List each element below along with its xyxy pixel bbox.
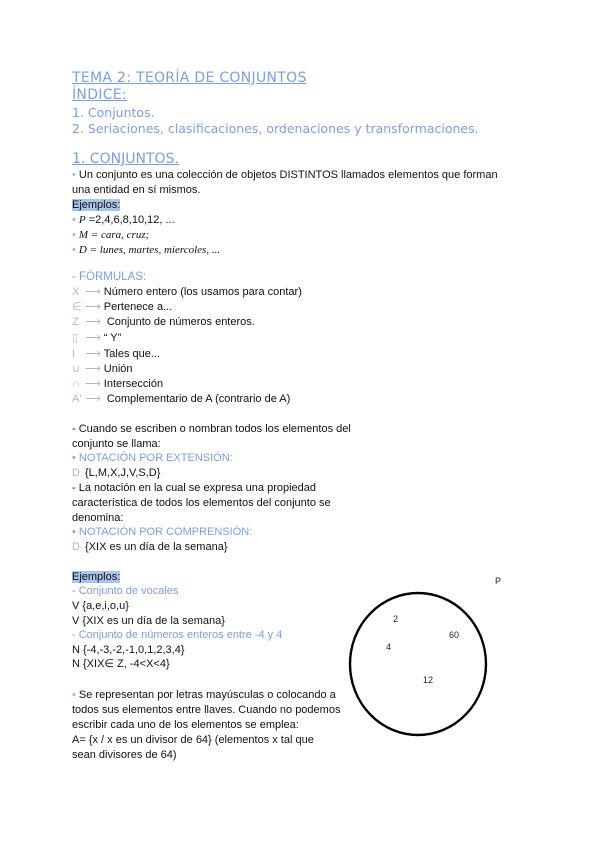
intro-paragraph: [72, 168, 512, 198]
section-title-conjuntos: 1. CONJUNTOS.: [72, 151, 179, 167]
formula-row: [72, 331, 121, 346]
integers-comprehension: N {XIX∈ Z, -4<X<4}: [72, 658, 170, 670]
formula-row: [72, 377, 163, 392]
formula-text: Intersección: [103, 378, 164, 390]
formula-symbol: ▯: [72, 332, 79, 344]
vowels-comprehension: V {XIX es un día de la semana}: [72, 615, 225, 627]
formula-text: Pertenece a...: [103, 301, 173, 313]
notation-comprehension-example: [72, 540, 228, 555]
formula-text: Conjunto de números enteros.: [103, 316, 255, 328]
ejemplos-label: [72, 198, 120, 213]
formula-row: [72, 300, 172, 315]
example-text: = lunes, martes, miercoles, ...: [86, 244, 221, 256]
formula-row: [72, 285, 302, 300]
tema-title: TEMA 2: TEORÍA DE CONJUNTOS: [72, 70, 307, 86]
example-item: [72, 243, 220, 258]
set-value: {L,M,X,J,V,S,D}: [85, 467, 161, 479]
final-formula: A= {x / x es un divisor de 64} (elementos x tal que sean divisores de 64): [72, 734, 314, 761]
example-text: = cara, cruz;: [88, 229, 150, 241]
arrow-icon: ⟶: [85, 378, 101, 390]
integers-title: - Conjunto de números enteros entre -4 y 4: [72, 629, 283, 641]
arrow-icon: ⟶: [85, 286, 101, 298]
formula-symbol: ∪: [72, 363, 81, 375]
formula-row: [72, 362, 133, 377]
formula-text: “ Y”: [103, 332, 122, 344]
formula-symbol: A': [72, 393, 82, 405]
notation-extension-example: [72, 466, 160, 481]
set-symbol: D: [72, 467, 80, 479]
diagram-label: 4: [386, 642, 392, 652]
example-item: [72, 213, 175, 228]
formula-symbol: Z: [72, 316, 79, 328]
diagram-label: 60: [449, 630, 460, 640]
indice-title: ÍNDICE:: [72, 87, 127, 103]
formula-text: Complementario de A (contrario de A): [103, 393, 291, 405]
formula-text: Tales que...: [103, 348, 161, 360]
bullet-icon: •: [72, 689, 76, 701]
formulas-title: - FÓRMULAS:: [72, 271, 147, 283]
example-var: P: [78, 214, 86, 226]
formula-row: [72, 315, 255, 330]
arrow-icon: ⟶: [85, 316, 101, 328]
set-diagram: [348, 590, 493, 738]
notation-extension-title: • NOTACIÓN POR EXTENSIÓN:: [72, 452, 233, 464]
ejemplos-label-2: [72, 570, 120, 585]
vowels-title: - Conjunto de vocales: [72, 585, 179, 597]
arrow-icon: ⟶: [85, 393, 101, 405]
vowels-extension: V {a,e,i,o,u}: [72, 600, 129, 612]
set-value: {XIX es un día de la semana}: [85, 541, 228, 553]
diagram-label-p: P: [495, 576, 502, 586]
formula-symbol: I: [72, 348, 76, 360]
example-item: [72, 228, 149, 243]
arrow-icon: ⟶: [85, 301, 101, 313]
bullet-icon: •: [72, 229, 76, 241]
ejemplos-label-text: Ejemplos:: [72, 199, 121, 211]
diagram-label: 12: [423, 675, 434, 685]
notation-paragraph-1: - Cuando se escriben o nombran todos los elementos del conjunto se llama:: [72, 423, 351, 450]
bullet-icon: •: [72, 244, 76, 256]
formula-text: Unión: [103, 363, 133, 375]
arrow-icon: ⟶: [85, 332, 101, 344]
final-paragraph: [72, 688, 352, 733]
example-var: D: [78, 244, 87, 256]
intro-text: Un conjunto es una colección de objetos DISTINTOS llamados elementos que forman una entidad en sí mismos.: [72, 169, 498, 196]
arrow-icon: ⟶: [85, 363, 101, 375]
formula-row: [72, 347, 160, 362]
notation-comprehension-title: • NOTACIÓN POR COMPRENSIÓN:: [72, 526, 253, 538]
final-text: Se representan por letras mayúsculas o colocando a todos sus elementos entre llaves. Cuando no podemos escribir cada uno de los elementos se emplea:: [72, 689, 341, 731]
diagram-label: 2: [393, 614, 399, 624]
circle-diagram: [348, 590, 493, 738]
formula-symbol: X: [72, 286, 80, 298]
example-var: M: [78, 229, 89, 241]
formula-symbol: ∈: [72, 301, 82, 313]
toc-item-2: 2. Seriaciones, clasificaciones, ordenaciones y transformaciones.: [72, 121, 479, 136]
example-text: =2,4,6,8,10,12, ...: [85, 214, 175, 226]
ejemplos-label-text: Ejemplos:: [72, 571, 121, 583]
bullet-icon: •: [72, 214, 76, 226]
integers-extension: N {-4,-3,-2,-1,0,1,2,3,4}: [72, 644, 185, 656]
toc-item-1: 1. Conjuntos.: [72, 105, 155, 120]
formula-symbol: ∩: [72, 378, 80, 390]
arrow-icon: ⟶: [85, 348, 101, 360]
formula-row: [72, 392, 290, 407]
notation-paragraph-2: - La notación en la cual se expresa una propiedad característica de todos los elementos del conjunto se denomina:: [72, 482, 331, 524]
set-symbol: D: [72, 541, 80, 553]
formula-text: Número entero (los usamos para contar): [103, 286, 302, 298]
circle-icon: [350, 593, 486, 735]
bullet-icon: •: [72, 169, 76, 181]
